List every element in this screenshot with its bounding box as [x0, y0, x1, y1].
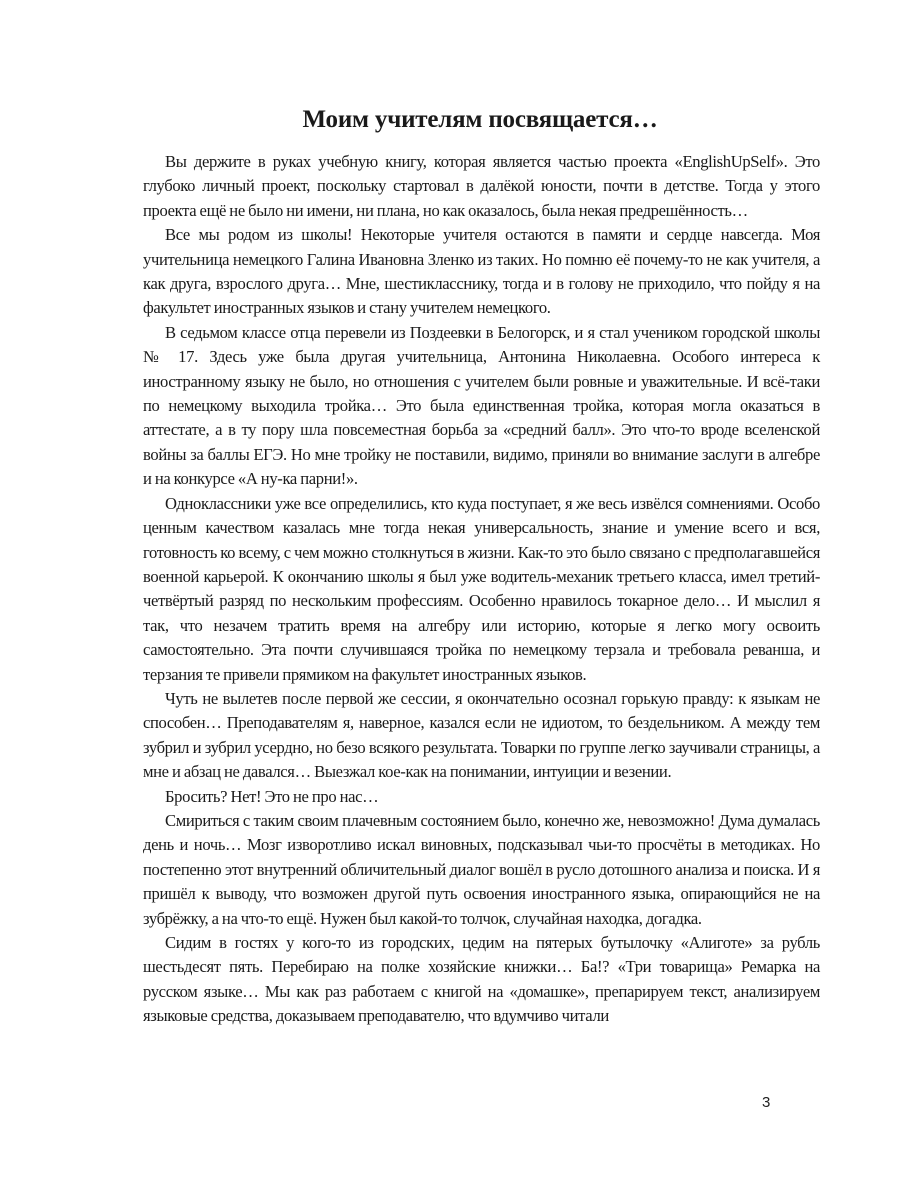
page-number: 3 [762, 1094, 771, 1111]
paragraph: Смириться с таким своим плачевным состоянием было, конечно же, невозможно! Дума думалась день и ночь… Мозг изворотливо искал виновных, подсказывал чьи-то просчёты в методиках. Но постепенно этот внутренний обличительный диалог вошёл в русло дотошного анализа и поиска. И я пришёл к выводу, что возможен другой путь освоения иностранного языка, опирающийся не на зубрёжку, а на что-то ещё. Нужен был какой-то толчок, случайная находка, догадка. [143, 810, 820, 928]
paragraph: Чуть не вылетев после первой же сессии, я окончательно осознал горькую правду: к языкам не способен… Преподавателям я, наверное, казался если не идиотом, то бездельником. А между тем зубрил и зубрил усердно, но безо всякого результата. Товарки по группе легко заучивали страницы, а мне и абзац не давался… Выезжал кое-как на понимании, интуиции и везении. [143, 688, 820, 782]
paragraph: Бросить? Нет! Это не про нас… [165, 786, 379, 806]
paragraph: В седьмом классе отца перевели из Поздеевки в Белогорск, и я стал учеником городской школы № 17. Здесь уже была другая учительница, Антонина Николаевна. Особого интереса к иностранному языку не было, но отношения с учителем были ровные и уважительные. И всё-таки по немецкому выходила тройка… Это была единственная тройка, которая могла оказаться в аттестате, а в ту пору шла повсеместная борьба за «средний балл». Это что-то вроде вселенской войны за баллы ЕГЭ. Но мне тройку не поставили, видимо, приняли во внимание заслуги в алгебре и на конкурсе «А ну-ка парни!». [143, 322, 820, 489]
paragraph: Вы держите в руках учебную книгу, которая является частью проекта «EnglishUpSelf». Это глубоко личный проект, поскольку стартовал в далёкой юности, почти в детстве. Тогда у этого проекта ещё не было ни имени, ни плана, но как оказалось, была некая предрешённость… [143, 152, 820, 220]
paragraph: Все мы родом из школы! Некоторые учителя остаются в памяти и сердце навсегда. Моя учительница немецкого Галина Ивановна Зленко из таких. Но помню её почему-то не как учителя, а как друга, взрослого друга… Мне, шестикласснику, тогда и в голову не приходило, что пойду я на факультет иностранных языков и стану учителем немецкого. [143, 225, 820, 318]
body-text [143, 150, 820, 1029]
paragraph: Сидим в гостях у кого-то из городских, цедим на пятерых бутылочку «Алиготе» за рубль шестьдесят пять. Перебираю на полке хозяйские книжки… Ба!? «Три товарища» Ремарка на русском языке… Мы как раз работаем с книгой на «домашке», препарируем текст, анализируем языковые средства, доказываем преподавателю, что вдумчиво читали [143, 933, 820, 1026]
paragraph: Одноклассники уже все определились, кто куда поступает, я же весь извёлся сомнениями. Особо ценным качеством казалась мне тогда некая универсальность, знание и умение всего и вся, готовность ко всему, с чем можно столкнуться в жизни. Как-то это было связано с предполагавшейся военной карьерой. К окончанию школы я был уже водитель-механик третьего класса, имел третий-четвёртый разряд по нескольким профессиям. Особенно нравилось токарное дело… И мыслил я так, что незачем тратить время на алгебру или историю, которые я легко могу освоить самостоятельно. Эта почти случившаяся тройка по немецкому терзала и требовала реванша, и терзания те привели прямиком на факультет иностранных языков. [143, 493, 820, 684]
page-title: Моим учителям посвящается… [302, 106, 658, 133]
